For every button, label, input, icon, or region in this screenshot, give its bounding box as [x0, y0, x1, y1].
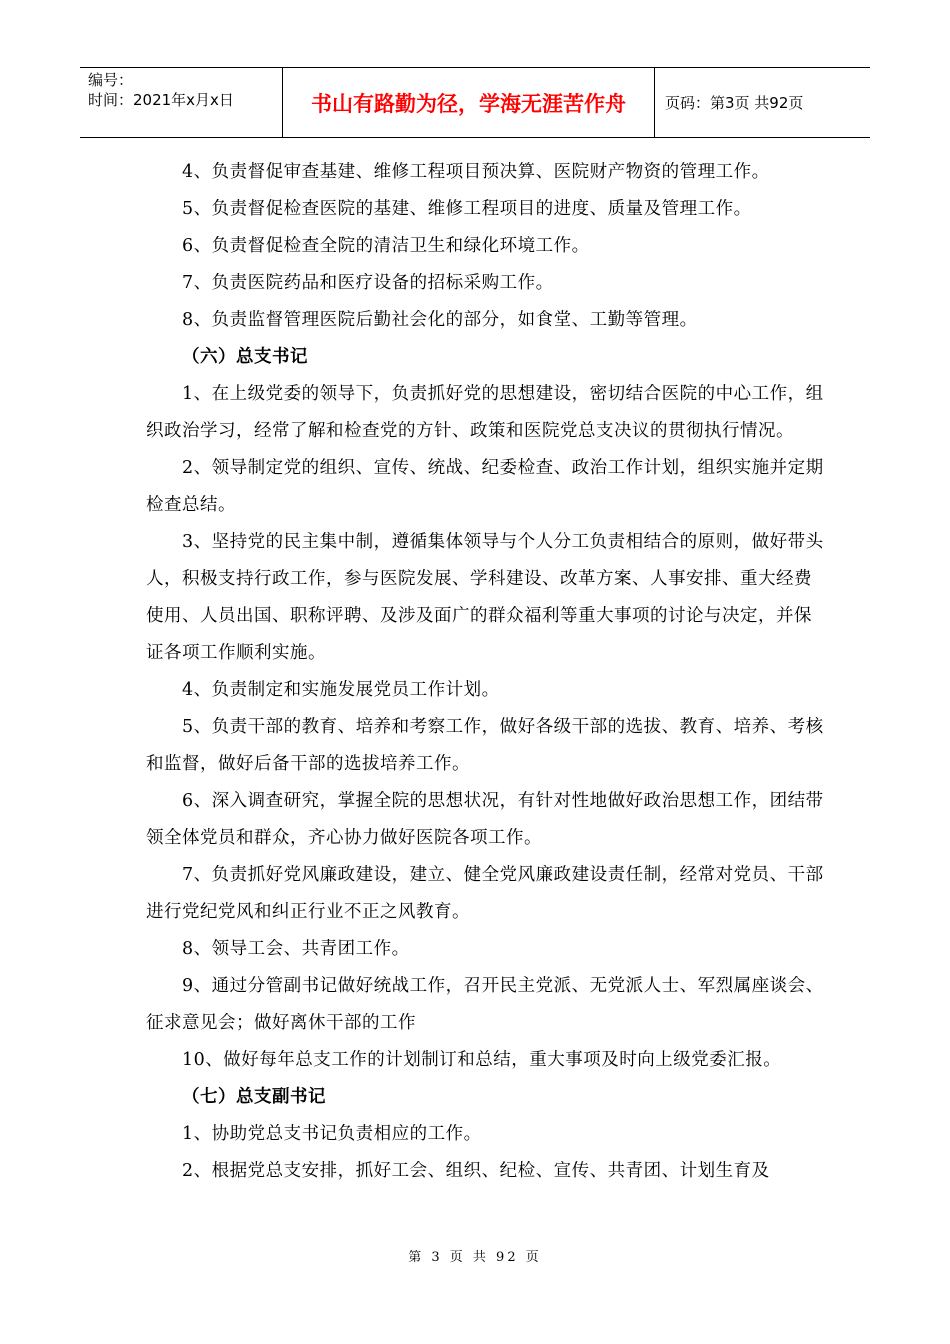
page-header	[80, 67, 870, 138]
paragraph: 4、负责制定和实施发展党员工作计划。	[182, 680, 500, 700]
header-meta	[80, 68, 283, 137]
paragraph: 3、坚持党的民主集中制，遵循集体领导与个人分工负责相结合的原则，做好带头人，积极支持行政工作，参与医院发展、学科建设、改革方案、人事安排、重大经费使用、人员出国、职称评聘、及涉及面广的群众福利等重大事项的讨论与决定，并保证各项工作顺利实施。	[146, 532, 824, 663]
header-motto: 书山有路勤为径，学海无涯苦作舟	[283, 68, 655, 137]
paragraph: 1、在上级党委的领导下，负责抓好党的思想建设，密切结合医院的中心工作，组织政治学习，经常了解和检查党的方针、政策和医院党总支决议的贯彻执行情况。	[146, 384, 824, 441]
paragraph: 2、领导制定党的组织、宣传、统战、纪委检查、政治工作计划，组织实施并定期检查总结。	[146, 458, 824, 515]
paragraph: 10、做好每年总支工作的计划制订和总结，重大事项及时向上级党委汇报。	[182, 1050, 782, 1070]
paragraph: 4、负责督促审查基建、维修工程项目预决算、医院财产物资的管理工作。	[182, 162, 770, 182]
paragraph: 5、负责干部的教育、培养和考察工作，做好各级干部的选拔、教育、培养、考核和监督，做好后备干部的选拔培养工作。	[146, 717, 824, 774]
paragraph: 9、通过分管副书记做好统战工作，召开民主党派、无党派人士、军烈属座谈会、征求意见会；做好离休干部的工作	[146, 976, 824, 1033]
date-label: 时间：2021年x月x日	[88, 91, 234, 109]
paragraph: 7、负责抓好党风廉政建设，建立、健全党风廉政建设责任制，经常对党员、干部进行党纪党风和纠正行业不正之风教育。	[146, 865, 824, 922]
paragraph: 5、负责督促检查医院的基建、维修工程项目的进度、质量及管理工作。	[182, 199, 752, 219]
header-page-info: 页码：第3页 共92页	[665, 94, 804, 112]
page-footer: 第 3 页 共 92 页	[408, 1250, 542, 1265]
paragraph: 6、深入调查研究，掌握全院的思想状况，有针对性地做好政治思想工作，团结带领全体党员和群众，齐心协力做好医院各项工作。	[146, 791, 824, 848]
paragraph: 1、协助党总支书记负责相应的工作。	[182, 1124, 482, 1144]
paragraph: 7、负责医院药品和医疗设备的招标采购工作。	[182, 273, 554, 293]
section-heading: （七）总支副书记	[182, 1087, 326, 1107]
document-body	[146, 154, 824, 1190]
serial-label: 编号：	[88, 71, 134, 89]
paragraph: 6、负责督促检查全院的清洁卫生和绿化环境工作。	[182, 236, 590, 256]
section-heading: （六）总支书记	[182, 347, 308, 367]
paragraph: 8、领导工会、共青团工作。	[182, 939, 410, 959]
paragraph: 8、负责监督管理医院后勤社会化的部分，如食堂、工勤等管理。	[182, 310, 698, 330]
paragraph: 2、根据党总支安排，抓好工会、组织、纪检、宣传、共青团、计划生育及	[182, 1161, 770, 1181]
